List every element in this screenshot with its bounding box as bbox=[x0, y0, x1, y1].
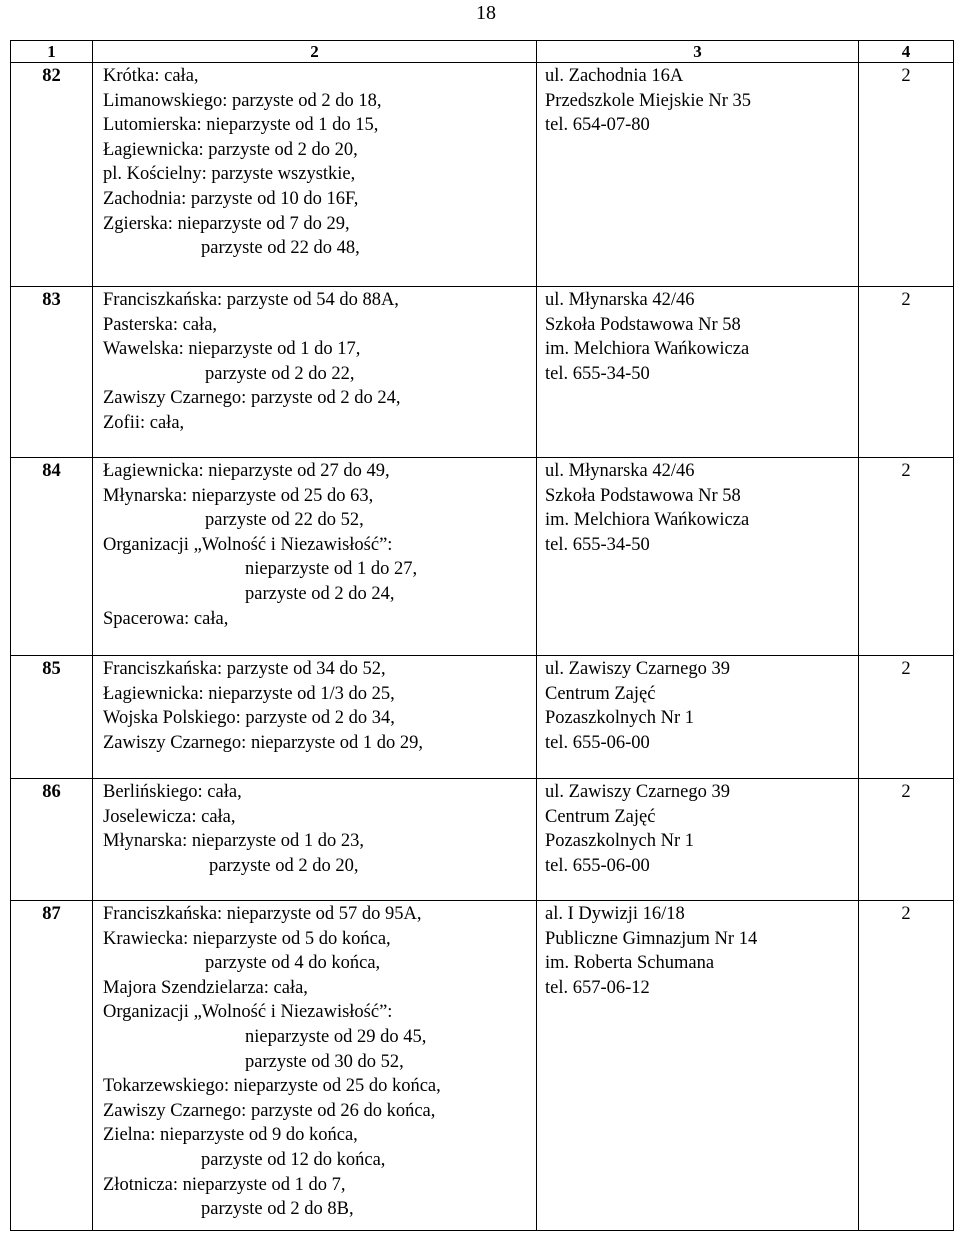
street-line: Młynarska: nieparzyste od 25 do 63, bbox=[103, 485, 374, 506]
address-line: tel. 655-06-00 bbox=[545, 855, 650, 876]
address-line: tel. 657-06-12 bbox=[545, 977, 650, 998]
street-line: Krawiecka: nieparzyste od 5 do końca, bbox=[103, 928, 391, 949]
table-row bbox=[11, 779, 954, 901]
address-line: Szkoła Podstawowa Nr 58 bbox=[545, 485, 741, 506]
address-line: Centrum Zajęć bbox=[545, 683, 656, 704]
count-cell: 2 bbox=[859, 779, 954, 901]
street-line: Łagiewnicka: parzyste od 2 do 20, bbox=[103, 139, 358, 160]
district-number: 87 bbox=[11, 901, 93, 1231]
street-line: Franciszkańska: parzyste od 34 do 52, bbox=[103, 659, 386, 679]
district-number: 86 bbox=[11, 779, 93, 901]
street-line: parzyste od 22 do 52, bbox=[205, 510, 364, 531]
street-line: Tokarzewskiego: nieparzyste od 25 do końca, bbox=[103, 1076, 441, 1097]
address-line: im. Melchiora Wańkowicza bbox=[545, 339, 750, 360]
count-cell: 2 bbox=[859, 656, 954, 779]
street-line: parzyste od 12 do końca, bbox=[201, 1149, 386, 1170]
header-row bbox=[11, 41, 954, 63]
street-line: Łagiewnicka: nieparzyste od 27 do 49, bbox=[103, 461, 390, 481]
address-line: im. Melchiora Wańkowicza bbox=[545, 510, 750, 531]
address-line: Pozaszkolnych Nr 1 bbox=[545, 708, 694, 729]
polling-station-cell bbox=[537, 656, 859, 779]
polling-station-cell bbox=[537, 901, 859, 1231]
street-line: Majora Szendzielarza: cała, bbox=[103, 977, 308, 998]
address-line: tel. 654-07-80 bbox=[545, 115, 650, 136]
address-line: ul. Zachodnia 16A bbox=[545, 66, 684, 86]
streets-cell bbox=[93, 779, 537, 901]
polling-station-cell bbox=[537, 779, 859, 901]
address-line: ul. Młynarska 42/46 bbox=[545, 461, 695, 481]
street-line: Zawiszy Czarnego: parzyste od 2 do 24, bbox=[103, 388, 401, 409]
street-line: parzyste od 30 do 52, bbox=[245, 1051, 404, 1072]
address-line: im. Roberta Schumana bbox=[545, 953, 715, 974]
street-line: parzyste od 2 do 24, bbox=[245, 583, 395, 604]
street-line: parzyste od 2 do 22, bbox=[205, 363, 355, 384]
address-line: ul. Zawiszy Czarnego 39 bbox=[545, 782, 730, 802]
street-line: Krótka: cała, bbox=[103, 66, 199, 86]
street-line: Pasterska: cała, bbox=[103, 314, 218, 335]
street-line: Zofii: cała, bbox=[103, 412, 185, 433]
streets-cell bbox=[93, 287, 537, 458]
address-line: Publiczne Gimnazjum Nr 14 bbox=[545, 928, 758, 949]
polling-station-cell bbox=[537, 287, 859, 458]
address-line: tel. 655-34-50 bbox=[545, 363, 650, 384]
address-line: Szkoła Podstawowa Nr 58 bbox=[545, 314, 741, 335]
count-cell: 2 bbox=[859, 63, 954, 287]
street-line: Zachodnia: parzyste od 10 do 16F, bbox=[103, 188, 359, 209]
street-line: nieparzyste od 1 do 27, bbox=[245, 559, 418, 580]
street-line: nieparzyste od 29 do 45, bbox=[245, 1026, 427, 1047]
district-number: 84 bbox=[11, 458, 93, 656]
district-number: 83 bbox=[11, 287, 93, 458]
table-row bbox=[11, 287, 954, 458]
address-line: ul. Zawiszy Czarnego 39 bbox=[545, 659, 730, 679]
polling-station-cell bbox=[537, 63, 859, 287]
street-line: Zawiszy Czarnego: parzyste od 26 do końca, bbox=[103, 1100, 436, 1121]
street-line: Zawiszy Czarnego: nieparzyste od 1 do 29, bbox=[103, 732, 424, 753]
page-number: 18 bbox=[476, 2, 496, 24]
street-line: pl. Kościelny: parzyste wszystkie, bbox=[103, 164, 356, 185]
table-row bbox=[11, 458, 954, 656]
street-line: Wojska Polskiego: parzyste od 2 do 34, bbox=[103, 708, 395, 729]
district-table bbox=[10, 40, 954, 1231]
polling-station-cell bbox=[537, 458, 859, 656]
address-line: Przedszkole Miejskie Nr 35 bbox=[545, 90, 752, 111]
street-line: Wawelska: nieparzyste od 1 do 17, bbox=[103, 339, 361, 360]
street-line: Berlińskiego: cała, bbox=[103, 782, 242, 802]
street-line: parzyste od 4 do końca, bbox=[205, 953, 381, 974]
street-line: Organizacji „Wolność i Niezawisłość”: bbox=[103, 1002, 393, 1023]
address-line: al. I Dywizji 16/18 bbox=[545, 904, 685, 924]
street-line: Młynarska: nieparzyste od 1 do 23, bbox=[103, 831, 364, 852]
table-body bbox=[11, 63, 954, 1231]
street-line: Franciszkańska: nieparzyste od 57 do 95A, bbox=[103, 904, 422, 924]
table-row bbox=[11, 656, 954, 779]
streets-cell bbox=[93, 656, 537, 779]
address-line: Pozaszkolnych Nr 1 bbox=[545, 831, 694, 852]
streets-cell bbox=[93, 63, 537, 287]
address-line: Centrum Zajęć bbox=[545, 806, 656, 827]
count-cell: 2 bbox=[859, 287, 954, 458]
street-line: Zgierska: nieparzyste od 7 do 29, bbox=[103, 213, 350, 234]
street-line: Zielna: nieparzyste od 9 do końca, bbox=[103, 1125, 358, 1146]
street-line: Łagiewnicka: nieparzyste od 1/3 do 25, bbox=[103, 683, 395, 704]
count-cell: 2 bbox=[859, 458, 954, 656]
address-line: tel. 655-06-00 bbox=[545, 732, 650, 753]
street-line: Spacerowa: cała, bbox=[103, 608, 229, 629]
street-line: Lutomierska: nieparzyste od 1 do 15, bbox=[103, 115, 379, 136]
address-line: tel. 655-34-50 bbox=[545, 534, 650, 555]
table-row bbox=[11, 63, 954, 287]
street-line: parzyste od 2 do 20, bbox=[209, 855, 359, 876]
street-line: Złotnicza: nieparzyste od 1 do 7, bbox=[103, 1174, 346, 1195]
street-line: Franciszkańska: parzyste od 54 do 88A, bbox=[103, 290, 399, 310]
header-col-1: 1 bbox=[11, 41, 93, 63]
street-line: Organizacji „Wolność i Niezawisłość”: bbox=[103, 534, 393, 555]
street-line: parzyste od 22 do 48, bbox=[201, 238, 360, 259]
streets-cell bbox=[93, 901, 537, 1231]
district-number: 85 bbox=[11, 656, 93, 779]
header-col-2: 2 bbox=[93, 41, 537, 63]
street-line: Joselewicza: cała, bbox=[103, 806, 236, 827]
district-number: 82 bbox=[11, 63, 93, 287]
street-line: Limanowskiego: parzyste od 2 do 18, bbox=[103, 90, 382, 111]
count-cell: 2 bbox=[859, 901, 954, 1231]
header-col-3: 3 bbox=[537, 41, 859, 63]
header-col-4: 4 bbox=[859, 41, 954, 63]
streets-cell bbox=[93, 458, 537, 656]
table-row bbox=[11, 901, 954, 1231]
address-line: ul. Młynarska 42/46 bbox=[545, 290, 695, 310]
street-line: parzyste od 2 do 8B, bbox=[201, 1199, 354, 1220]
